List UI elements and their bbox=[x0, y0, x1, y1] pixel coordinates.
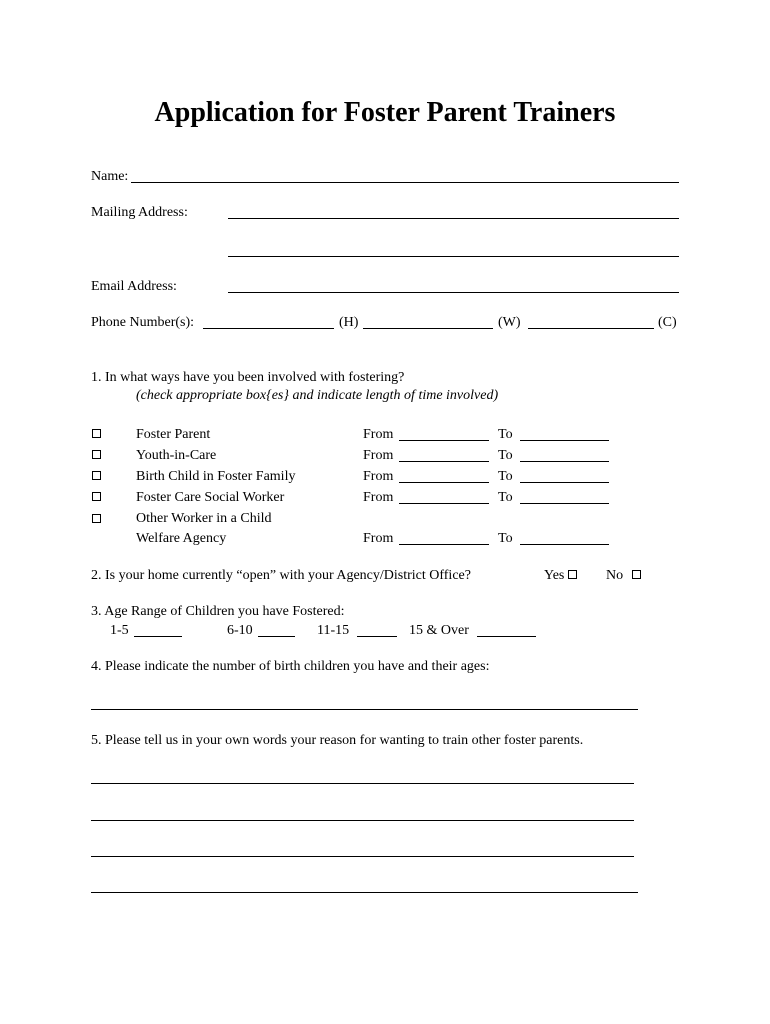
question-5: 5. Please tell us in your own words your reason for wanting to train other foster parents. bbox=[91, 733, 584, 748]
no-checkbox[interactable] bbox=[632, 570, 641, 579]
age-range-field[interactable] bbox=[477, 636, 536, 637]
foster-parent-checkbox[interactable] bbox=[92, 429, 101, 438]
name-field[interactable] bbox=[131, 182, 679, 183]
birth-child-checkbox[interactable] bbox=[92, 471, 101, 480]
from-label: From bbox=[363, 427, 394, 442]
from-field[interactable] bbox=[399, 461, 489, 462]
question-1: 1. In what ways have you been involved with fostering? bbox=[91, 370, 405, 385]
yes-option[interactable] bbox=[544, 569, 577, 583]
answer-line[interactable] bbox=[91, 820, 634, 821]
no-option[interactable] bbox=[606, 569, 641, 583]
option-label: Other Worker in a Child bbox=[136, 511, 272, 526]
yes-label: Yes bbox=[544, 568, 565, 583]
mailing-address-field-2[interactable] bbox=[228, 256, 679, 257]
answer-line[interactable] bbox=[91, 709, 638, 710]
phone-label: Phone Number(s): bbox=[91, 315, 195, 330]
option-label-continued: Welfare Agency bbox=[136, 531, 227, 546]
age-range-label: 11-15 bbox=[317, 623, 350, 638]
to-label: To bbox=[498, 427, 513, 442]
to-field[interactable] bbox=[520, 503, 609, 504]
yes-checkbox[interactable] bbox=[568, 570, 577, 579]
option-label: Birth Child in Foster Family bbox=[136, 469, 296, 484]
to-label: To bbox=[498, 490, 513, 505]
from-label: From bbox=[363, 490, 394, 505]
page-title: Application for Foster Parent Trainers bbox=[154, 97, 616, 128]
question-4: 4. Please indicate the number of birth children you have and their ages: bbox=[91, 659, 490, 674]
phone-work-label: (W) bbox=[498, 315, 521, 330]
phone-home-label: (H) bbox=[339, 315, 359, 330]
phone-cell-field[interactable] bbox=[528, 328, 654, 329]
option-label: Foster Care Social Worker bbox=[136, 490, 285, 505]
phone-home-field[interactable] bbox=[203, 328, 334, 329]
age-range-label: 15 & Over bbox=[409, 623, 469, 638]
age-range-field[interactable] bbox=[134, 636, 182, 637]
to-field[interactable] bbox=[520, 461, 609, 462]
youth-in-care-checkbox[interactable] bbox=[92, 450, 101, 459]
option-label: Foster Parent bbox=[136, 427, 211, 442]
to-field[interactable] bbox=[520, 482, 609, 483]
social-worker-checkbox[interactable] bbox=[92, 492, 101, 501]
age-range-field[interactable] bbox=[258, 636, 295, 637]
phone-cell-label: (C) bbox=[658, 315, 677, 330]
answer-line[interactable] bbox=[91, 892, 638, 893]
from-field[interactable] bbox=[399, 503, 489, 504]
email-label: Email Address: bbox=[91, 279, 177, 294]
other-worker-checkbox[interactable] bbox=[92, 514, 101, 523]
question-2: 2. Is your home currently “open” with your Agency/District Office? bbox=[91, 568, 471, 583]
to-field[interactable] bbox=[520, 544, 609, 545]
to-field[interactable] bbox=[520, 440, 609, 441]
from-field[interactable] bbox=[399, 440, 489, 441]
from-label: From bbox=[363, 531, 394, 546]
age-range-label: 6-10 bbox=[227, 623, 253, 638]
from-field[interactable] bbox=[399, 544, 489, 545]
question-1-instruction: (check appropriate box{es} and indicate length of time involved) bbox=[136, 388, 499, 403]
age-range-field[interactable] bbox=[357, 636, 397, 637]
question-3: 3. Age Range of Children you have Fostered: bbox=[91, 604, 345, 619]
no-label: No bbox=[606, 568, 624, 583]
name-label: Name: bbox=[91, 169, 129, 184]
from-label: From bbox=[363, 448, 394, 463]
phone-work-field[interactable] bbox=[363, 328, 493, 329]
to-label: To bbox=[498, 531, 513, 546]
mailing-address-field-1[interactable] bbox=[228, 218, 679, 219]
from-label: From bbox=[363, 469, 394, 484]
age-range-label: 1-5 bbox=[110, 623, 129, 638]
option-label: Youth-in-Care bbox=[136, 448, 217, 463]
answer-line[interactable] bbox=[91, 783, 634, 784]
answer-line[interactable] bbox=[91, 856, 634, 857]
mailing-address-label: Mailing Address: bbox=[91, 205, 188, 220]
from-field[interactable] bbox=[399, 482, 489, 483]
email-field[interactable] bbox=[228, 292, 679, 293]
to-label: To bbox=[498, 469, 513, 484]
to-label: To bbox=[498, 448, 513, 463]
